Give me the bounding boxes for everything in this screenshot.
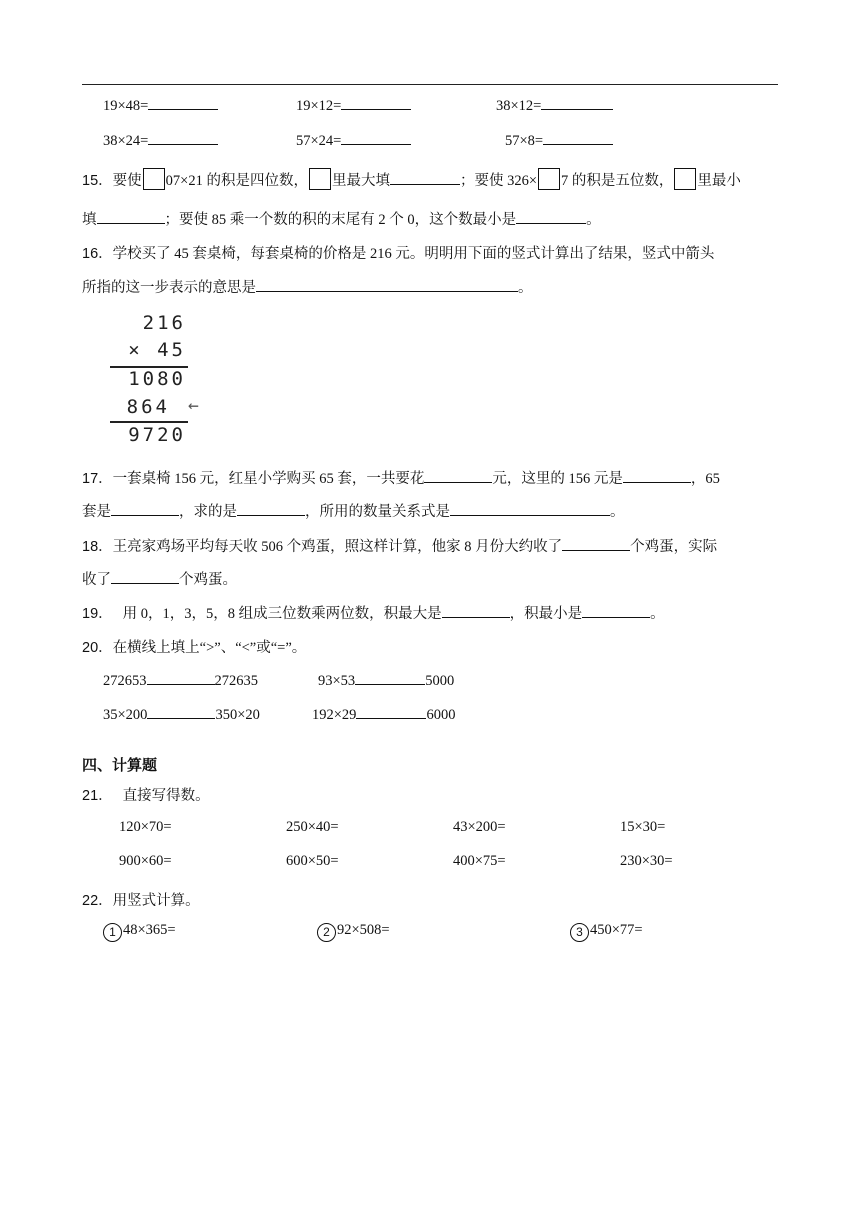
section-heading: 四、计算题 [82, 756, 158, 774]
fill-box[interactable] [309, 168, 331, 190]
fill-box[interactable] [538, 168, 560, 190]
answer-blank[interactable] [424, 468, 492, 483]
question-21-title: 21． 直接写得数。 [82, 788, 210, 804]
partial-product-1: 1080 [128, 368, 186, 390]
vertical-calc-item: 3 450×77= [570, 922, 643, 942]
question-16-line2: 所指的这一步表示的意思是 。 [82, 276, 533, 297]
compare-item: 35×200 350×20 [103, 704, 260, 724]
answer-blank[interactable] [256, 277, 518, 292]
oral-calc-item: 43×200= [453, 819, 506, 835]
exercise-item: 57×8= [505, 130, 613, 150]
answer-blank[interactable] [147, 704, 215, 719]
circled-number-icon: 2 [317, 923, 336, 942]
compare-item: 272653 272635 [103, 670, 258, 690]
answer-blank[interactable] [450, 501, 610, 516]
answer-blank[interactable] [355, 670, 425, 685]
oral-calc-item: 900×60= [119, 853, 172, 869]
oral-calc-item: 230×30= [620, 853, 673, 869]
answer-blank[interactable] [562, 536, 630, 551]
question-22-title: 22．用竖式计算。 [82, 893, 200, 909]
multiplicand: 216 [142, 312, 186, 334]
arrow-left-icon: ← [188, 395, 199, 416]
oral-calc-item: 120×70= [119, 819, 172, 835]
question-18-line1: 18．王亮家鸡场平均每天收 506 个鸡蛋，照这样计算，他家 8 月份大约收了 个鸡蛋，实际 [82, 535, 717, 556]
answer-blank[interactable] [390, 170, 460, 185]
question-19: 19． 用 0，1，3，5，8 组成三位数乘两位数，积最大是 ，积最小是 。 [82, 602, 665, 623]
fill-box[interactable] [143, 168, 165, 190]
answer-blank[interactable] [97, 209, 165, 224]
exercise-item: 19×12= [296, 95, 411, 115]
question-18-line2: 收了 个鸡蛋。 [82, 568, 237, 589]
question-15-line2: 填 ；要使 85 乘一个数的积的末尾有 2 个 0，这个数最小是 。 [82, 208, 601, 229]
answer-blank[interactable] [341, 130, 411, 145]
circled-number-icon: 1 [103, 923, 122, 942]
oral-calc-item: 400×75= [453, 853, 506, 869]
answer-blank[interactable] [148, 130, 218, 145]
exercise-item: 38×24= [103, 130, 218, 150]
oral-calc-item: 15×30= [620, 819, 666, 835]
answer-blank[interactable] [623, 468, 691, 483]
answer-blank[interactable] [341, 95, 411, 110]
answer-blank[interactable] [356, 704, 426, 719]
oral-calc-item: 600×50= [286, 853, 339, 869]
answer-blank[interactable] [541, 95, 613, 110]
exercise-item: 38×12= [496, 95, 613, 115]
answer-blank[interactable] [148, 95, 218, 110]
circled-number-icon: 3 [570, 923, 589, 942]
answer-blank[interactable] [237, 501, 305, 516]
question-15-line1: 15．要使 07×21 的积是四位数， 里最大填 ；要使 326× 7 的积是五位数， 里最小 [82, 168, 741, 190]
answer-blank[interactable] [516, 209, 586, 224]
question-17-line2: 套是 ，求的是 ，所用的数量关系式是 。 [82, 500, 625, 521]
answer-blank[interactable] [442, 603, 510, 618]
answer-blank[interactable] [543, 130, 613, 145]
answer-blank[interactable] [111, 501, 179, 516]
question-16-line1: 16．学校买了 45 套桌椅，每套桌椅的价格是 216 元。明明用下面的竖式计算出了结果，竖式中箭头 [82, 246, 715, 262]
product: 9720 [128, 424, 186, 446]
answer-blank[interactable] [147, 670, 215, 685]
question-20-title: 20．在横线上填上“>”、“<”或“=”。 [82, 640, 307, 656]
question-17-line1: 17．一套桌椅 156 元，红星小学购买 65 套，一共要花 元，这里的 156 元是 ，65 [82, 467, 720, 488]
answer-blank[interactable] [111, 569, 179, 584]
oral-calc-item: 250×40= [286, 819, 339, 835]
answer-blank[interactable] [582, 603, 650, 618]
vertical-calc-item: 2 92×508= [317, 922, 390, 942]
multiplier: × 45 [128, 339, 186, 361]
calc-rule [110, 421, 188, 423]
compare-item: 192×29 6000 [312, 704, 455, 724]
header-rule [82, 84, 778, 85]
exercise-item: 57×24= [296, 130, 411, 150]
vertical-calc-item: 1 48×365= [103, 922, 176, 942]
partial-product-2: 864 [126, 396, 170, 418]
exercise-item: 19×48= [103, 95, 218, 115]
fill-box[interactable] [674, 168, 696, 190]
compare-item: 93×53 5000 [318, 670, 454, 690]
vertical-multiplication [108, 312, 198, 448]
